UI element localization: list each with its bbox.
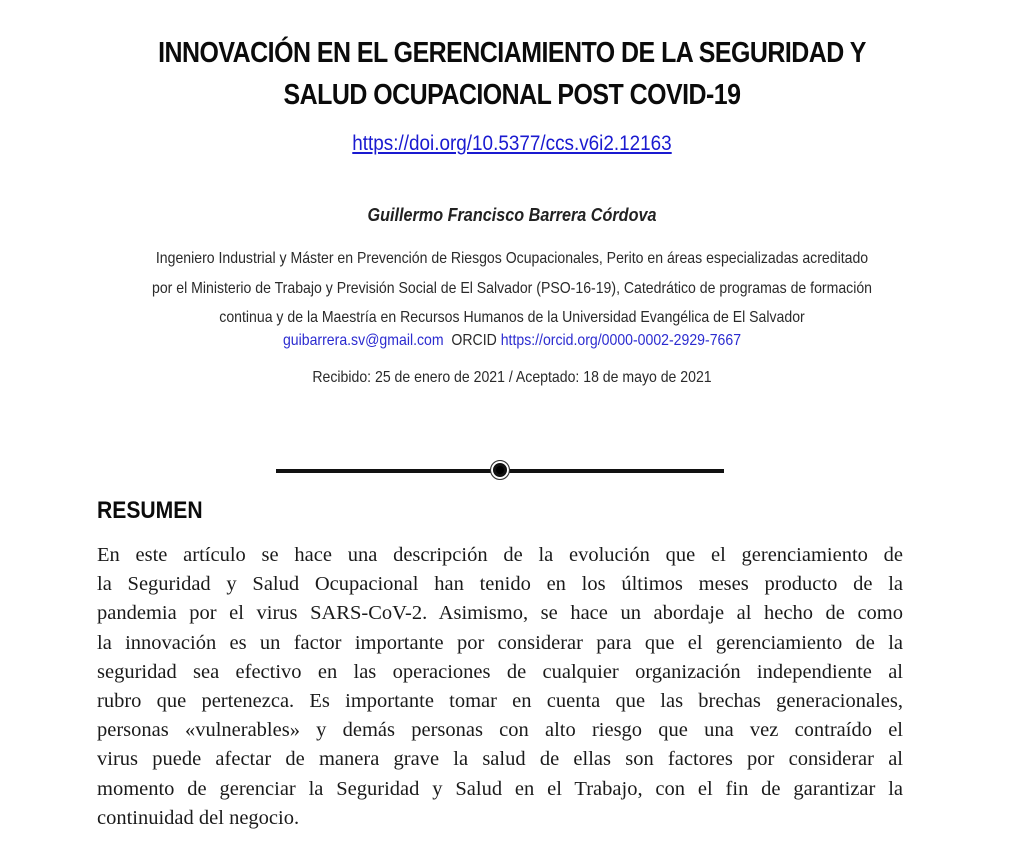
affiliation-line-1: Ingeniero Industrial y Máster en Prevención de Riesgos Ocupacionales, Perito en áreas especializadas acreditado [155, 250, 869, 267]
abstract-line: momento de gerenciar la Seguridad y Salud en el Trabajo, con el fin de garantizar la [97, 777, 903, 800]
contact-line [61, 332, 962, 350]
author-name: Guillermo Francisco Barrera Córdova [367, 205, 657, 225]
received-accepted-dates: Recibido: 25 de enero de 2021 / Aceptado: 18 de mayo de 2021 [312, 369, 712, 386]
abstract-line: la Seguridad y Salud Ocupacional han tenido en los últimos meses producto de la [97, 573, 903, 596]
abstract-line: personas «vulnerables» y demás personas con alto riesgo que una vez contraído el [97, 719, 903, 742]
paper-title-line-2: SALUD OCUPACIONAL POST COVID-19 [283, 79, 741, 111]
abstract-body [97, 541, 903, 833]
abstract-line: En este artículo se hace una descripción de la evolución que el gerenciamiento de [97, 544, 903, 566]
abstract-heading: RESUMEN [97, 497, 203, 524]
orcid-link[interactable]: https://orcid.org/0000-0002-2929-7667 [500, 332, 742, 349]
abstract-line: rubro que pertenezca. Es importante tomar en cuenta que las brechas generacionales, [97, 690, 903, 713]
affiliation-line-2: por el Ministerio de Trabajo y Previsión Social de El Salvador (PSO-16-19), Catedrático de programas de formación [151, 280, 872, 297]
paper-title-line-1: INNOVACIÓN EN EL GERENCIAMIENTO DE LA SEGURIDAD Y [158, 37, 866, 69]
divider-ornament-icon [490, 460, 510, 480]
abstract-line: pandemia por el virus SARS-CoV-2. Asimismo, se hace un abordaje al hecho de como [97, 602, 903, 625]
abstract-line: seguridad sea efectivo en las operaciones de cualquier organización independiente al [97, 660, 903, 683]
orcid-label: ORCID [451, 332, 497, 349]
email-link[interactable]: guibarrera.sv@gmail.com [282, 332, 444, 349]
abstract-line: continuidad del negocio. [97, 806, 300, 829]
abstract-line: la innovación es un factor importante por considerar para que el gerenciamiento de la [97, 631, 903, 654]
affiliation-line-3: continua y de la Maestría en Recursos Humanos de la Universidad Evangélica de El Salvador [219, 309, 805, 326]
doi-link[interactable]: https://doi.org/10.5377/ccs.v6i2.12163 [352, 132, 672, 155]
abstract-line: virus puede afectar de manera grave la salud de ellas son factores por considerar al [97, 748, 903, 771]
